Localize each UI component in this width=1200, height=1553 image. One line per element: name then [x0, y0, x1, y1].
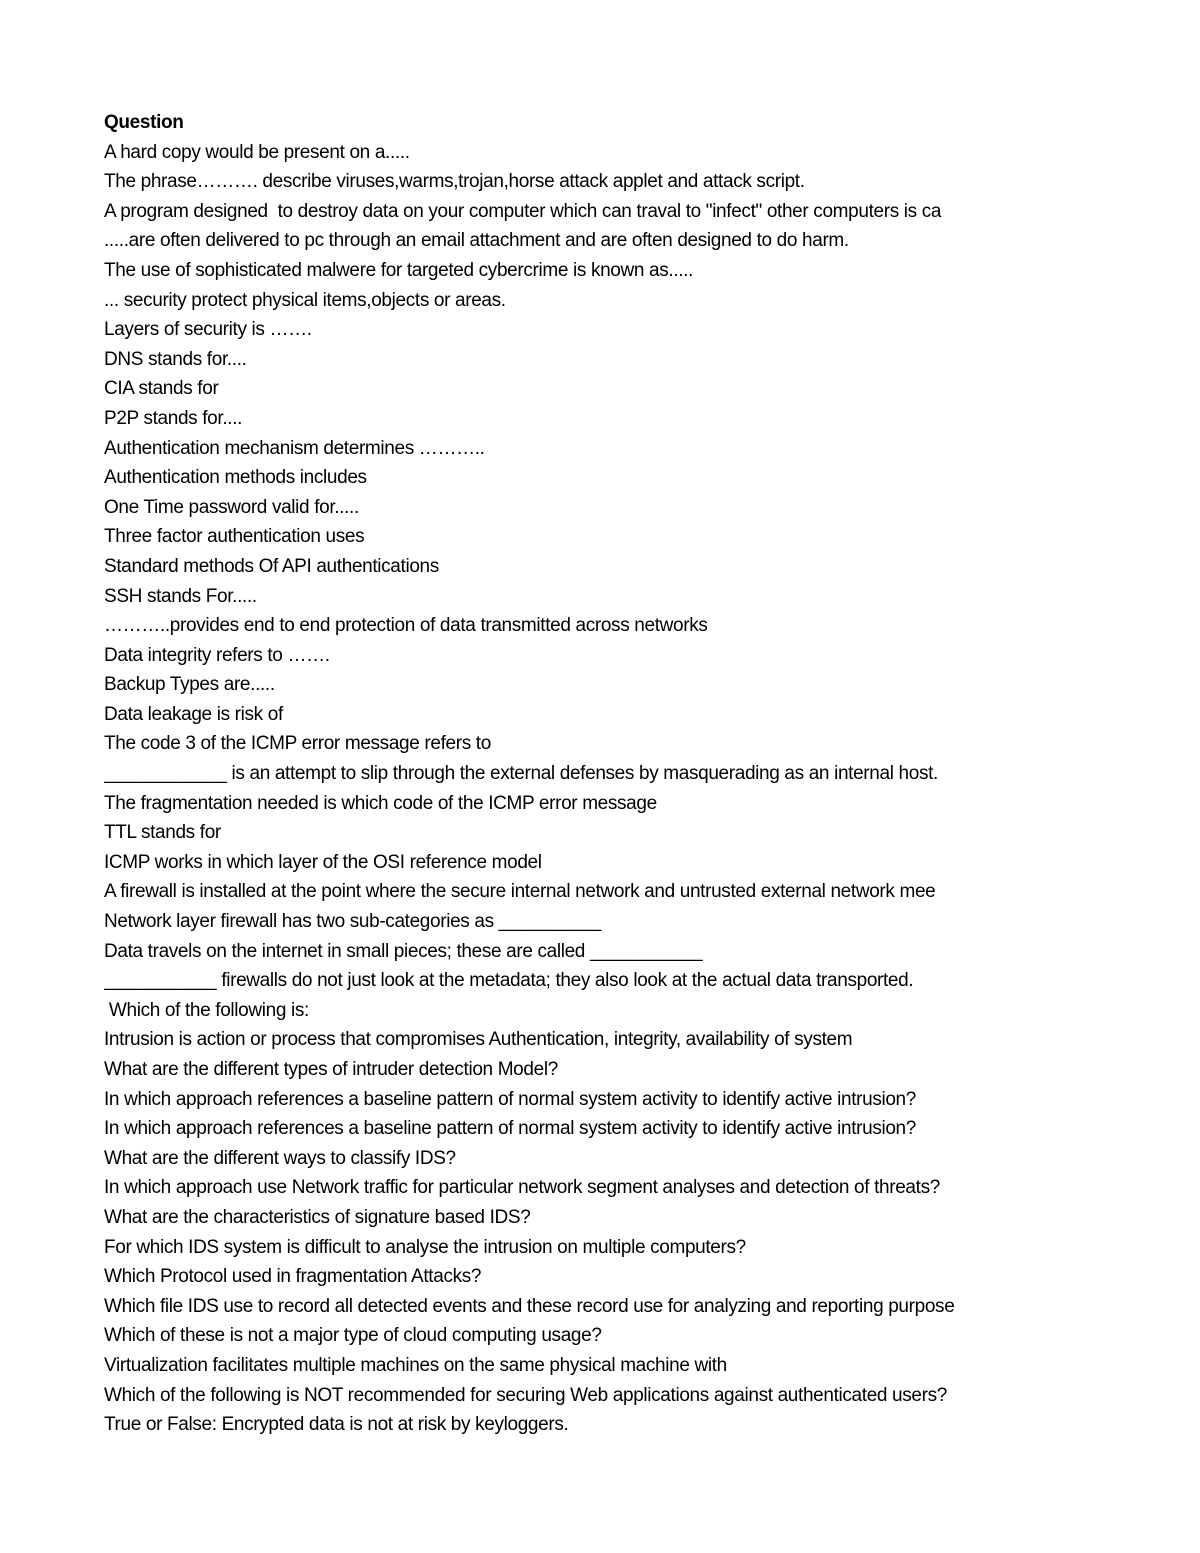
question-line: Authentication mechanism determines ……….. — [104, 437, 485, 459]
question-line: Layers of security is ……. — [104, 319, 312, 341]
question-line: The fragmentation needed is which code of the ICMP error message — [104, 792, 657, 814]
question-line: Virtualization facilitates multiple machines on the same physical machine with — [104, 1354, 727, 1376]
question-line: CIA stands for — [104, 378, 219, 400]
question-line: SSH stands For..... — [104, 585, 257, 607]
question-line: For which IDS system is difficult to analyse the intrusion on multiple computers? — [104, 1236, 746, 1258]
question-line: .....are often delivered to pc through an email attachment and are often designed to do harm. — [104, 230, 849, 252]
document-heading: Question — [104, 112, 184, 133]
question-line: Which of the following is NOT recommended for securing Web applications against authenticated users? — [104, 1384, 947, 1406]
question-line: In which approach use Network traffic for particular network segment analyses and detection of threats? — [104, 1177, 940, 1199]
question-line: A hard copy would be present on a..... — [104, 141, 410, 163]
question-line: P2P stands for.... — [104, 407, 243, 429]
question-line: Three factor authentication uses — [104, 526, 365, 548]
question-line: ... security protect physical items,objects or areas. — [104, 289, 506, 311]
question-line: Data integrity refers to ……. — [104, 644, 330, 666]
question-line: Standard methods Of API authentications — [104, 555, 439, 577]
question-line: DNS stands for.... — [104, 348, 247, 370]
question-line: In which approach references a baseline pattern of normal system activity to identify active intrusion? — [104, 1088, 916, 1110]
question-line: Data leakage is risk of — [104, 703, 283, 725]
question-line: What are the characteristics of signature based IDS? — [104, 1206, 531, 1228]
question-line: ………..provides end to end protection of data transmitted across networks — [104, 615, 708, 637]
question-line: Authentication methods includes — [104, 467, 367, 489]
question-line: The code 3 of the ICMP error message refers to — [104, 733, 491, 755]
question-line: In which approach references a baseline pattern of normal system activity to identify active intrusion? — [104, 1118, 916, 1140]
question-line: What are the different types of intruder detection Model? — [104, 1059, 558, 1080]
question-line: Which of these is not a major type of cloud computing usage? — [104, 1325, 602, 1347]
document-body — [104, 108, 1102, 1440]
question-line: Which of the following is: — [104, 999, 309, 1021]
question-line: ____________ is an attempt to slip through the external defenses by masquerading as an internal host. — [104, 763, 938, 785]
question-line: One Time password valid for..... — [104, 496, 359, 518]
question-line: A firewall is installed at the point where the secure internal network and untrusted external network mee — [104, 881, 936, 903]
question-line: Backup Types are..... — [104, 674, 275, 696]
question-line: What are the different ways to classify IDS? — [104, 1147, 456, 1169]
question-line: The use of sophisticated malwere for targeted cybercrime is known as..... — [104, 259, 694, 281]
question-line: Network layer firewall has two sub-categories as __________ — [104, 911, 601, 933]
question-line: The phrase………. describe viruses,warms,trojan,horse attack applet and attack script. — [104, 171, 805, 193]
question-line: Data travels on the internet in small pieces; these are called ___________ — [104, 940, 703, 962]
question-line: True or False: Encrypted data is not at risk by keyloggers. — [104, 1414, 569, 1436]
question-line: Which file IDS use to record all detected events and these record use for analyzing and reporting purpose — [104, 1295, 955, 1317]
question-line: ___________ firewalls do not just look at the metadata; they also look at the actual data transported. — [104, 970, 914, 992]
question-line: A program designed to destroy data on your computer which can traval to "infect" other computers is ca — [104, 200, 942, 222]
question-line: Which Protocol used in fragmentation Attacks? — [104, 1266, 482, 1288]
question-line: Intrusion is action or process that compromises Authentication, integrity, availability of system — [104, 1029, 853, 1051]
question-line: ICMP works in which layer of the OSI reference model — [104, 851, 542, 873]
question-line: TTL stands for — [104, 822, 221, 844]
